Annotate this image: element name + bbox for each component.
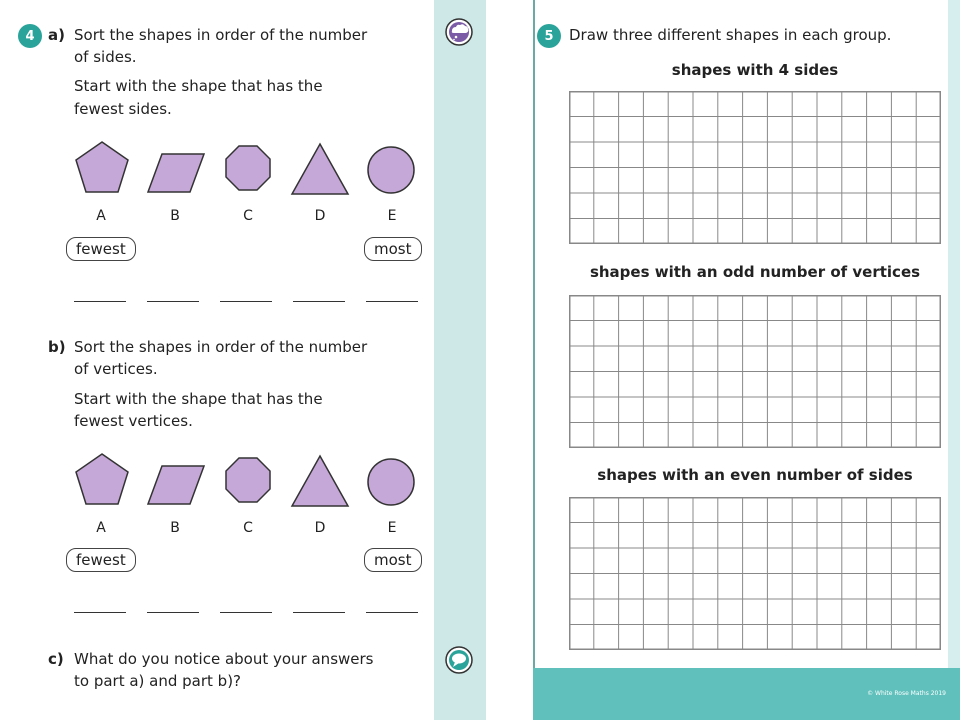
fewest-pill-a: fewest [66, 237, 136, 261]
question-5-badge: 5 [537, 24, 561, 48]
page-divider [533, 0, 535, 720]
group-heading-odd-vertices: shapes with an odd number of vertices [589, 263, 921, 281]
part-b-text-3: Start with the shape that has the [74, 390, 323, 408]
shape-label-e: E [387, 520, 397, 536]
shape-label-b: B [170, 208, 180, 224]
part-c-label: c) [48, 650, 64, 668]
answer-blank-b-1[interactable] [74, 612, 126, 613]
circle-shape-e [368, 459, 414, 505]
octagon-shape-c [226, 146, 270, 190]
shape-label-e: E [387, 208, 397, 224]
shape-label-c: C [243, 520, 253, 536]
drawing-grid-4-sides[interactable] [569, 91, 941, 244]
part-a-text-4: fewest sides. [74, 100, 172, 118]
question-5-instruction: Draw three different shapes in each group. [569, 26, 892, 44]
answer-blank-b-2[interactable] [147, 612, 199, 613]
answer-blank-b-5[interactable] [366, 612, 418, 613]
pentagon-shape-a [76, 142, 128, 192]
circle-shape-e [368, 147, 414, 193]
triangle-shape-d [292, 144, 348, 194]
triangle-shape-d [292, 456, 348, 506]
drawing-grid-odd-vertices[interactable] [569, 295, 941, 448]
pentagon-shape-a [76, 454, 128, 504]
thought-bubble-icon [445, 18, 473, 46]
answer-blank-a-1[interactable] [74, 301, 126, 302]
shape-label-d: D [314, 520, 326, 536]
speech-bubble-icon [445, 646, 473, 674]
right-margin-strip [948, 0, 960, 668]
answer-blank-b-3[interactable] [220, 612, 272, 613]
shape-label-b: B [170, 520, 180, 536]
drawing-grid-even-sides[interactable] [569, 497, 941, 650]
part-a-label: a) [48, 26, 65, 44]
shapes-row-a [70, 138, 425, 200]
answer-blank-a-5[interactable] [366, 301, 418, 302]
parallelogram-shape-b [148, 154, 204, 192]
answer-blank-a-3[interactable] [220, 301, 272, 302]
part-b-text-1: Sort the shapes in order of the number [74, 338, 368, 356]
group-heading-4-sides: shapes with 4 sides [671, 61, 839, 79]
shape-label-a: A [96, 520, 106, 536]
question-4-badge: 4 [18, 24, 42, 48]
answer-blank-a-2[interactable] [147, 301, 199, 302]
center-margin-strip [434, 0, 486, 720]
copyright-text: © White Rose Maths 2019 [867, 690, 946, 697]
shape-label-a: A [96, 208, 106, 224]
part-b-text-4: fewest vertices. [74, 412, 193, 430]
part-a-text-1: Sort the shapes in order of the number [74, 26, 368, 44]
part-b-label: b) [48, 338, 66, 356]
fewest-pill-b: fewest [66, 548, 136, 572]
part-a-text-2: of sides. [74, 48, 137, 66]
part-b-text-2: of vertices. [74, 360, 158, 378]
group-heading-even-sides: shapes with an even number of sides [597, 466, 913, 484]
answer-blank-a-4[interactable] [293, 301, 345, 302]
answer-blank-b-4[interactable] [293, 612, 345, 613]
part-a-text-3: Start with the shape that has the [74, 77, 323, 95]
most-pill-a: most [364, 237, 422, 261]
shape-label-d: D [314, 208, 326, 224]
most-pill-b: most [364, 548, 422, 572]
octagon-shape-c [226, 458, 270, 502]
shapes-row-b [70, 450, 425, 512]
parallelogram-shape-b [148, 466, 204, 504]
part-c-text-2: to part a) and part b)? [74, 672, 242, 690]
part-c-text-1: What do you notice about your answers [74, 650, 374, 668]
shape-label-c: C [243, 208, 253, 224]
